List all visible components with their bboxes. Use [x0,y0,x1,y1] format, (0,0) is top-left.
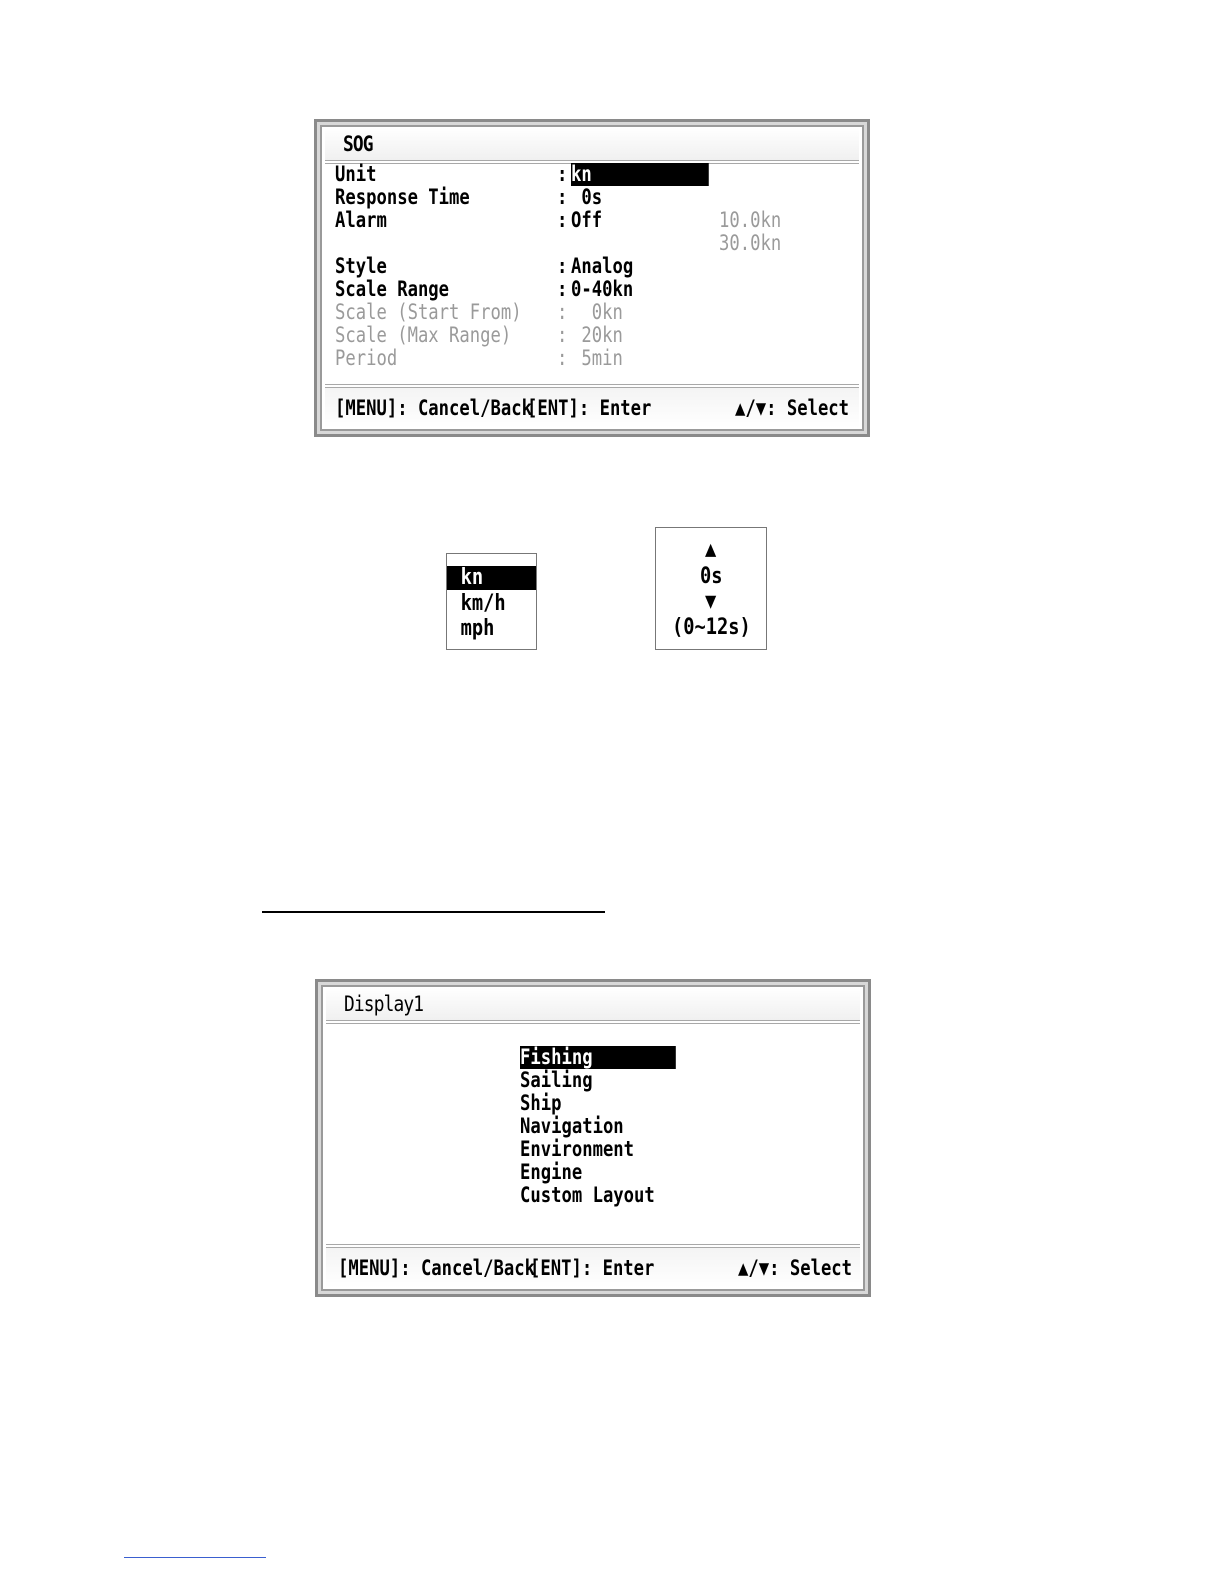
footer-cancel-hint: [MENU]: Cancel/Back [335,396,532,420]
alarm-value[interactable]: Off [571,208,603,232]
row-scale-start-sep: : [557,300,568,324]
row-scale-max-sep: : [557,323,568,347]
display-item-navigation[interactable]: Navigation [520,1114,624,1138]
unit-option-mph-label: mph [460,616,495,641]
row-alarm-sep: : [557,208,568,232]
row-scale-range-label[interactable]: Scale Range [335,277,450,301]
row-response-time-label[interactable]: Response Time [335,185,470,209]
section-underline [262,911,605,913]
sog-title: SOG [343,132,373,156]
display-item-engine[interactable]: Engine [520,1160,583,1184]
response-time-popup [655,527,767,650]
response-time-value[interactable]: 0s [571,185,603,209]
unit-options-popup [446,553,537,650]
scale-start-value: 0kn [571,300,623,324]
unit-value-field[interactable] [571,163,709,186]
display-item-custom-layout[interactable]: Custom Layout [520,1183,655,1207]
display-item-environment[interactable]: Environment [520,1137,635,1161]
display-title-bar [326,988,860,1024]
unit-option-kmh-label: km/h [460,591,506,616]
display-footer [326,1244,860,1288]
row-scale-start-label: Scale (Start From) [335,300,522,324]
display-item-fishing[interactable]: Fishing [520,1046,676,1069]
row-response-time-sep: : [557,185,568,209]
footnote-rule [124,1557,266,1558]
response-time-spinner-value[interactable]: 0s [699,564,723,589]
sog-footer [325,384,859,428]
row-unit-sep: : [557,162,568,186]
row-period-sep: : [557,346,568,370]
display-item-sailing[interactable]: Sailing [520,1068,593,1092]
scale-range-value[interactable]: 0-40kn [571,277,634,301]
alarm-high-value: 30.0kn [719,231,782,255]
footer-enter-hint: [ENT]: Enter [530,1256,655,1280]
footer-select-hint: ▲/▼: Select [738,1256,853,1280]
decrement-arrow-down-icon[interactable]: ▼ [705,589,717,614]
alarm-low-value: 10.0kn [719,208,782,232]
row-period-label: Period [335,346,398,370]
display-title: Display1 [344,992,424,1016]
display-menu-window [315,979,871,1297]
row-style-sep: : [557,254,568,278]
row-style-label[interactable]: Style [335,254,387,278]
footer-enter-hint: [ENT]: Enter [527,396,652,420]
display-item-ship[interactable]: Ship [520,1091,562,1115]
style-value[interactable]: Analog [571,254,634,278]
unit-option-kn[interactable] [447,566,536,590]
row-unit-label[interactable]: Unit [335,162,377,186]
unit-option-kmh[interactable] [447,592,536,616]
period-value: 5min [571,346,623,370]
sog-menu-window [314,119,870,437]
row-scale-max-label: Scale (Max Range) [335,323,512,347]
row-alarm-label[interactable]: Alarm [335,208,387,232]
row-scale-range-sep: : [557,277,568,301]
unit-option-mph[interactable] [447,617,536,641]
sog-title-bar [325,128,859,164]
footer-cancel-hint: [MENU]: Cancel/Back [338,1256,535,1280]
unit-option-kn-label: kn [460,565,484,590]
response-time-range: (0~12s) [671,615,751,640]
unit-value: kn [571,162,592,186]
increment-arrow-up-icon[interactable]: ▲ [705,537,717,562]
scale-max-value: 20kn [571,323,623,347]
footer-select-hint: ▲/▼: Select [735,396,850,420]
